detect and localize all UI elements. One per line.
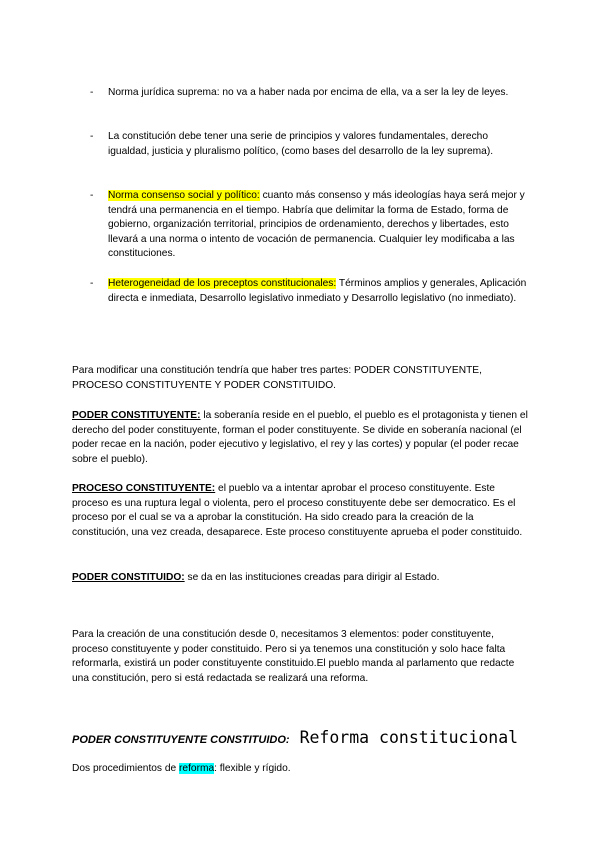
section-term: PODER CONSTITUIDO:	[72, 572, 185, 583]
section-text: la soberanía reside en el pueblo, el pueblo es el protagonista y tienen el derecho del poder constituyente, forman el poder constituyente. Se divide en soberanía nacional (el poder recae en la nación, poder ejecutivo y legislativo, el rey y las cortes) y popular (el poder recae sobre el pueblo).	[72, 410, 528, 465]
section-text: el pueblo va a intentar aprobar el proceso constituyente. Este proceso es una ruptura legal o violenta, pero el proceso constituyente debe ser democratico. Es el proceso por el cual se va a aprobar la constitución. Ha sido creado para la creación de la constitución, una vez creada, desaparece. Este proceso constituyente aprueba el poder constituido.	[72, 483, 523, 538]
final-text-before: Dos procedimientos de	[72, 763, 180, 774]
bullet-consenso	[90, 189, 530, 262]
bullet-text: Norma jurídica suprema: no va a haber nada por encima de ella, va a ser la ley de leyes.	[108, 87, 509, 98]
heading-title: Reforma constitucional	[299, 728, 519, 747]
final-paragraph	[72, 762, 532, 777]
bullet-dash: -	[90, 190, 94, 201]
section-proceso-constituyente	[72, 482, 532, 540]
final-text-after: : flexible y rígido.	[214, 763, 291, 774]
bullet-text: La constitución debe tener una serie de principios y valores fundamentales, derecho igualdad, justicia y pluralismo político, (como bases del desarrollo de la ley suprema).	[108, 131, 494, 157]
section-poder-constituido	[72, 571, 532, 586]
heading-term: PODER CONSTITUYENTE CONSTITUIDO:	[72, 734, 290, 746]
bullet-highlight: Norma consenso social y político:	[108, 190, 260, 201]
bullet-text: cuanto más consenso y más ideologías haya será mejor y tendrá una permanencia en el tiempo. Habría que delimitar la forma de Estado, forma de gobierno, organización territorial, principios de ordenamiento, derechos y libertades, esto llevará a una norma o intento de vocación de permanencia. Cualquier ley modificaba a las constituciones.	[108, 190, 525, 260]
section-term: PROCESO CONSTITUYENTE:	[72, 483, 216, 494]
section-term: PODER CONSTITUYENTE:	[72, 410, 201, 421]
bullet-highlight: Heterogeneidad de los preceptos constitucionales:	[108, 278, 337, 289]
bullet-dash: -	[90, 87, 94, 98]
section-poder-constituyente	[72, 409, 532, 467]
bullet-dash: -	[90, 131, 94, 142]
bullet-text: Términos amplios y generales, Aplicación directa e inmediata, Desarrollo legislativo inmediato y Desarrollo legislativo (no inmediato).	[108, 278, 527, 304]
bullet-principios	[90, 130, 530, 159]
bullet-heterogeneidad	[90, 277, 530, 306]
creation-paragraph: Para la creación de una constitución desde 0, necesitamos 3 elementos: poder constituyente, proceso constituyente y poder constituido. Pero si ya tenemos una constitución y solo hace falta reformarla, existirá un poder constituyente constituido.El pueblo manda al parlamento que redacte una constitución, pero si está redactada se realizará una reforma.	[72, 629, 515, 684]
section-text: se da en las instituciones creadas para dirigir al Estado.	[184, 572, 440, 583]
bullet-norma-juridica	[90, 86, 530, 101]
bullet-dash: -	[90, 278, 94, 289]
section-heading	[72, 728, 562, 747]
final-highlight: reforma	[179, 763, 215, 774]
intro-paragraph: Para modificar una constitución tendría que haber tres partes: PODER CONSTITUYENTE, PROCESO CONSTITUYENTE Y PODER CONSTITUIDO.	[72, 365, 482, 391]
